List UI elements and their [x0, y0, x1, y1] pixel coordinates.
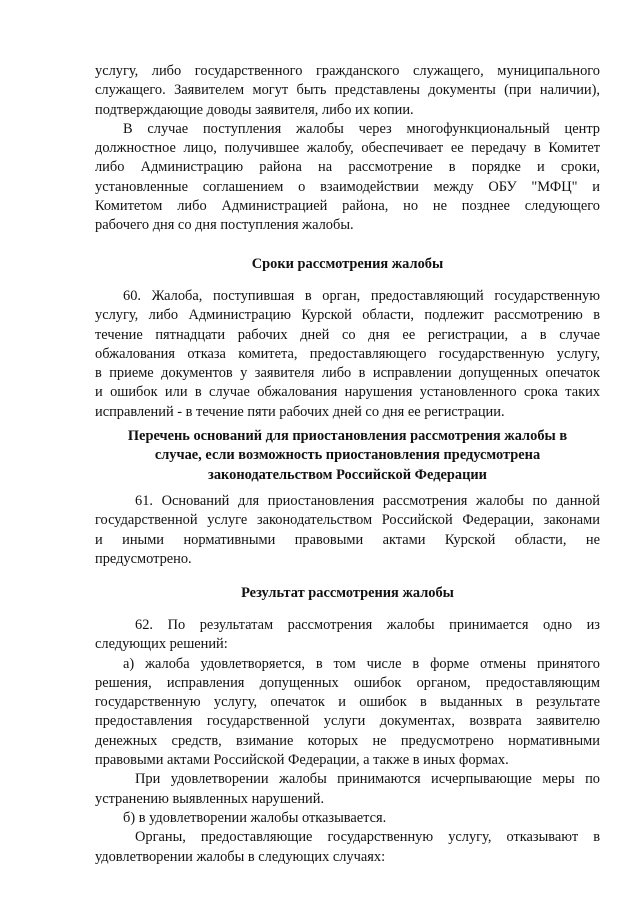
text-line: исправлений - в течение пяти рабочих дней со дня ее регистрации. — [95, 403, 505, 420]
text-line: удовлетворении жалобы в следующих случаях: — [95, 848, 386, 865]
paragraph-block-62 — [95, 616, 600, 867]
heading-line: законодательством Российской Федерации — [208, 466, 487, 483]
text-line: течение пятнадцати рабочих дней со дня ее регистрации, а в случае — [95, 326, 600, 343]
text-line: и ошибок или в случае обжалования нарушения установленного срока таких — [95, 384, 600, 401]
section-heading-review-terms — [95, 255, 600, 274]
text-line: 61. Оснований для приостановления рассмотрения жалобы по данной — [135, 493, 600, 509]
text-line: служащего. Заявителем могут быть представлены документы (при наличии), — [95, 82, 600, 99]
text-line: государственную услугу, опечаток и ошибок в выданных в результате — [95, 694, 600, 711]
text-line: подтверждающие доводы заявителя, либо их копии. — [95, 101, 414, 118]
heading-line: Перечень оснований для приостановления рассмотрения жалобы в — [127, 428, 568, 444]
paragraph-block-60 — [95, 287, 600, 422]
text-line: денежных средств, взимание которых не предусмотрено нормативными — [95, 732, 600, 749]
text-line: услугу, либо Администрацию Курской области, подлежит рассмотрению в — [95, 307, 600, 324]
text-line: Комитетом либо Администрацией района, но не позднее следующего — [95, 198, 600, 215]
text-line: и иными нормативными правовыми актами Курской области, не — [95, 531, 600, 548]
text-line: При удовлетворении жалобы принимаются исчерпывающие меры по — [135, 771, 600, 788]
text-line: Органы, предоставляющие государственную услугу, отказывают в — [135, 829, 600, 846]
paragraph-block-61 — [95, 492, 600, 569]
text-line: В случае поступления жалобы через многофункциональный центр — [123, 120, 600, 137]
heading-line: Сроки рассмотрения жалобы — [251, 256, 444, 272]
heading-line: Результат рассмотрения жалобы — [241, 585, 454, 601]
text-line: установленные соглашением о взаимодействии между ОБУ "МФЦ" и — [95, 178, 600, 195]
text-line: 60. Жалоба, поступившая в орган, предоставляющий государственную — [123, 288, 600, 304]
text-line: предоставления государственной услуги документах, возврата заявителю — [95, 713, 600, 730]
text-line: а) жалоба удовлетворяется, в том числе в форме отмены принятого — [123, 655, 600, 672]
text-line: устранению выявленных нарушений. — [95, 790, 325, 807]
text-line: услугу, либо государственного гражданского служащего, муниципального — [95, 63, 600, 79]
text-line: правовыми актами Российской Федерации, а также в иных формах. — [95, 752, 509, 769]
text-line: решения, исправления допущенных ошибок органом, предоставляющим — [95, 674, 600, 691]
section-heading-review-result — [95, 584, 600, 603]
heading-line: случае, если возможность приостановления предусмотрена — [154, 447, 541, 464]
text-line: должностное лицо, получившее жалобу, обеспечивает ее передачу в Комитет — [95, 140, 600, 157]
paragraph-block-complaint-copies — [95, 62, 600, 236]
text-line: 62. По результатам рассмотрения жалобы принимается одно из — [135, 617, 600, 633]
text-line: предусмотрено. — [95, 550, 192, 567]
text-line: следующих решений: — [95, 636, 228, 653]
text-line: государственной услуге законодательством Российской Федерации, законами — [95, 512, 600, 529]
text-line: б) в удовлетворении жалобы отказывается. — [123, 809, 387, 826]
text-line: обжалования отказа комитета, предоставляющего государственную услугу, — [95, 345, 600, 362]
section-heading-suspension-grounds — [95, 427, 600, 485]
text-line: рабочего дня со дня поступления жалобы. — [95, 217, 354, 234]
text-line: либо Администрацию района на рассмотрение в порядке и сроки, — [95, 159, 600, 176]
text-line: в приеме документов у заявителя либо в исправлении допущенных опечаток — [95, 365, 600, 382]
